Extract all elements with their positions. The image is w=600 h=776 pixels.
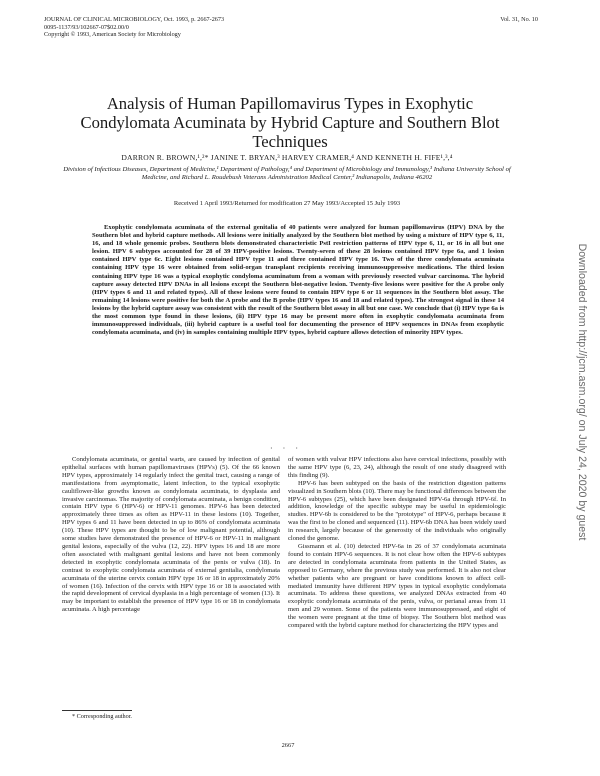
abstract: Exophytic condylomata acuminata of the external genitalia of 40 patients were analyzed for human papillomavirus (HPV) DNA by the Southern blot and hybrid capture methods. All lesions were initially analyzed by the Southern blot method by using a mixture of HPV type 6, 11, 16, and 18 whole genomic probes. Southern blots demonstrated characteristic PstI restriction patterns of HPV type 6, 11, or 16 in all but one lesion. HPV 6 subtypes accounted for 28 of 39 HPV-positive lesions. Twenty-seven of these 28 lesions contained HPV type 6a, and 1 lesion contained HPV type 6c. Eight lesions contained HPV type 11 and three contained HPV type 16. Two of the three condylomata acuminata containing HPV type 16 were obtained from solid-organ transplant recipients receiving immunosuppressive medications. The third lesion containing HPV type 16 was a typical exophytic condyloma acuminatum from a woman with previously resected vulvar carcinoma. The hybrid capture assay detected HPV DNAs in all lesions except the Southern blot-negative lesion. Twenty-five lesions were positive for the A probe only (HPV types 6 and 11 and related types). All of these lesions were found to contain HPV type 6 or 11 sequences in the Southern blot assay. The remaining 14 lesions were positive for both the A probe and the B probe (HPV types 16 and 18 and related types). The strongest signal in these 14 lesions by the hybrid capture assay was consistent with the result of the Southern blot assay in all but one case. We conclude that (i) HPV type 6a is the most common type found in these lesions, (ii) HPV type 16 may be present more often in exophytic condylomata acuminata from immunosuppressed individuals, (iii) hybrid capture is a useful tool for documenting the presence of HPV sequences in DNAs from exophytic condylomata acuminata, and (iv) in samples containing multiple HPV types, hybrid capture allows detection of minority HPV types.	[92, 224, 504, 337]
body-paragraph: HPV-6 has been subtyped on the basis of the restriction digestion patterns visualized in Southern blots (10). There may be functional differences between the HPV-6 subtypes (25), which have been designated HPV-6a through HPV-6f. In addition, knowledge of the specific subtype may be useful in epidemiologic studies. HPV-6b is considered to be the "prototype" of HPV-6, perhaps because it was the first to be cloned and sequenced (11). HPV-6b DNA has been widely used in research, largely because of the generosity of the individuals who originally cloned the genome.	[288, 479, 507, 543]
footnote-divider	[62, 710, 132, 711]
received-dates: Received 1 April 1993/Returned for modification 27 May 1993/Accepted 15 July 1993	[173, 200, 401, 207]
body-paragraph: of women with vulvar HPV infections also have cervical infections, possibly with the same HPV type (6, 23, 24), although the result of one study disagreed with this finding (9).	[288, 456, 506, 479]
journal-issn: 0095-1137/93/102667-07$02.00/0	[44, 23, 129, 31]
article-title: Analysis of Human Papillomavirus Types in Exophytic Condylomata Acuminata by Hybrid Capture and Southern Blot Techniques	[80, 94, 500, 151]
body-paragraph: Condylomata acuminata, or genital warts, are caused by infection of genital epithelial surfaces with human papillomaviruses (HPVs) (5). Of the 66 known HPV types, approximately 14 regularly infect the genital tract, causing a range of manifestations from asymptomatic, latent infection, to the typical exophytic cauliflower-like growths known as condylomata acuminata, to dysplasia and invasive carcinomas. The majority of condylomata acuminata, a benign condition, contain HPV type 6 (HPV-6) or HPV-11 genomes. HPV-6 has been detected approximately three times as often as HPV-11 in these lesions (10). Together, HPV types 6 and 11 have been detected in up to 86% of condylomata acuminata (10). These HPV types are thought to be of low malignant potential, although some studies have demonstrated the presence of HPV-6 or HPV-11 in malignant genital lesions, especially of the vulva (12, 22). HPV types 16 and 18 are more often associated with malignant genital lesions and have not been commonly detected in exophytic condylomata acuminata of the penis or vulva (18). In contrast to exophytic condylomata acuminata of external genitalia, condylomata acuminata of the uterine cervix contain HPV type 16 or 18 in approximately 20% of women (16). Infection of the cervix with HPV type 16 or 18 is associated with the rapid development of cervical dysplasia in a high percentage of women (13). It may be important to establish the presence of HPV type 16 or 18 in condylomata acuminata. A high percentage	[62, 456, 280, 614]
article-affiliations: Division of Infectious Diseases, Department of Medicine,¹ Department of Pathology,⁴ and Department of Microbiology and Immunology,³ Indiana University School of Medicine, and Richard L. Roudebush Veterans Administration Medical Center,² Indianapolis, Indiana 46202	[63, 166, 511, 182]
body-paragraph: Gissmann et al. (10) detected HPV-6a in 26 of 37 condylomata acuminata found to contain HPV-6 sequences. It is not clear how often the HPV-6 subtypes are detected in condylomata acuminata from patients in the United States, as opposed to Germany, where the previous study was performed. It is also not clear whether patients who are pregnant or have conditions known to affect cell-mediated immunity have different HPV types in typical exophytic condylomata acuminata. To address these questions, we analyzed DNAs extracted from 40 exophytic condylomata acuminata of the penis, vulva, or perianal areas from 11 men and 29 women. Some of the patients were immunosuppressed, and eight of the women were pregnant at the time of biopsy. The Southern blot method was compared with the hybrid capture method for characterizing the HPV types and	[288, 542, 506, 630]
body-column-left	[62, 456, 280, 614]
download-sidebar	[572, 232, 592, 552]
article-authors: DARRON R. BROWN,¹,²* JANINE T. BRYAN,³ HARVEY CRAMER,⁴ AND KENNETH H. FIFE¹,³,⁴	[121, 153, 453, 162]
corresponding-author-footnote: * Corresponding author.	[72, 713, 132, 720]
journal-citation: JOURNAL OF CLINICAL MICROBIOLOGY, Oct. 1993, p. 2667-2673	[44, 16, 225, 23]
journal-volume: Vol. 31, No. 10	[500, 16, 538, 23]
body-column-right	[288, 456, 506, 630]
journal-header	[44, 16, 304, 39]
section-divider: · · ·	[270, 444, 302, 453]
journal-copyright: Copyright © 1993, American Society for Microbiology	[44, 31, 181, 39]
page-number: 2667	[281, 742, 295, 749]
download-note: Downloaded from http://jcm.asm.org/ on July 24, 2020 by guest	[576, 243, 588, 541]
